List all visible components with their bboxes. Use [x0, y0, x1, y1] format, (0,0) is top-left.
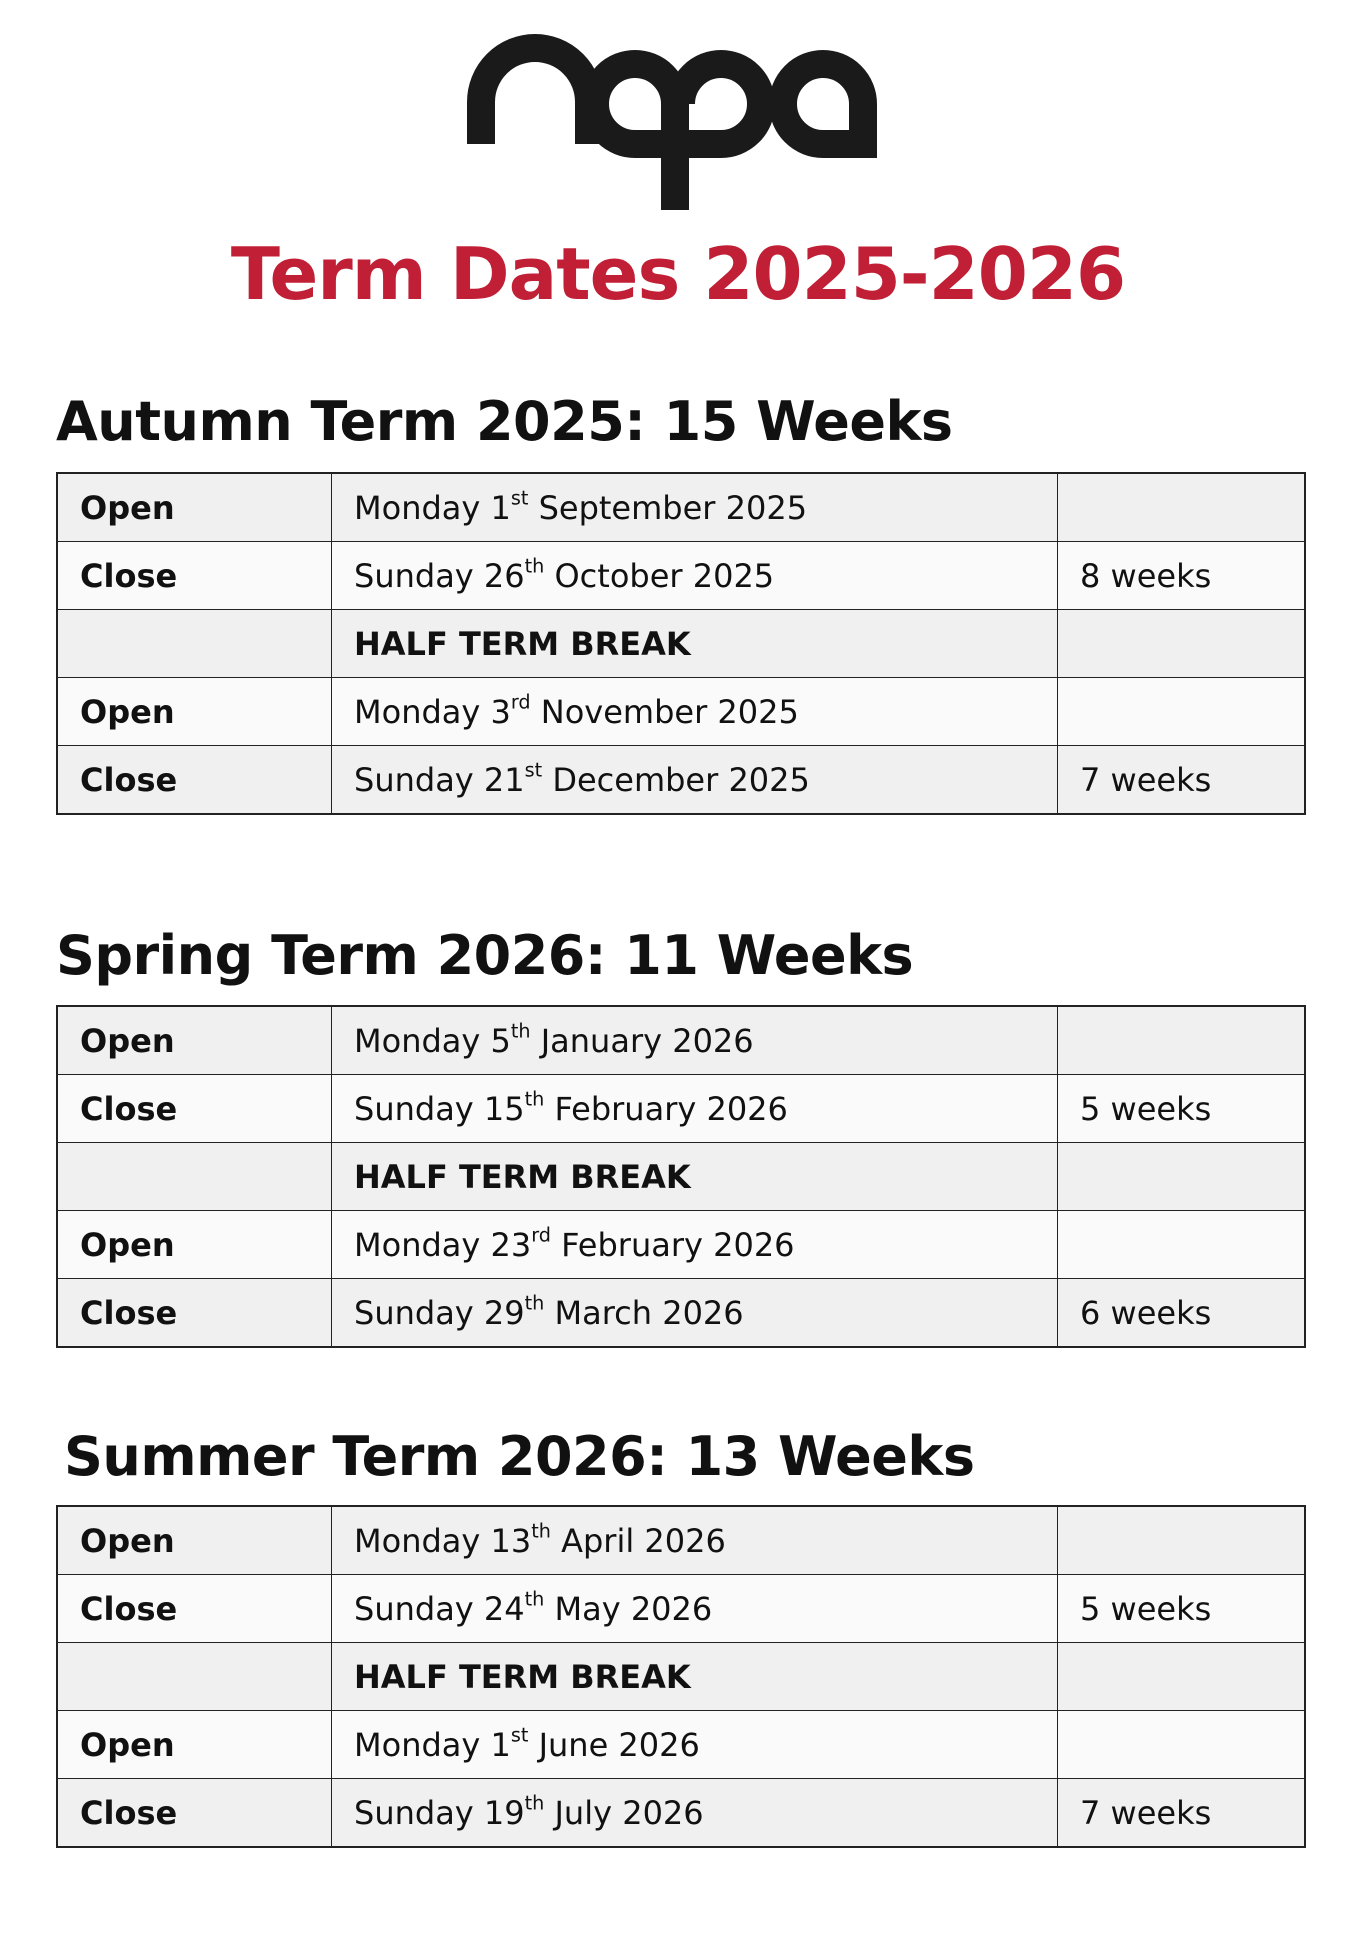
row-label: Close — [57, 1075, 332, 1143]
row-label: Close — [57, 1575, 332, 1643]
date-ordinal-suffix: th — [524, 1587, 545, 1611]
date-number: 21 — [483, 760, 525, 799]
table-row — [57, 542, 1305, 610]
weeks-count: 7 weeks — [1058, 1779, 1306, 1848]
table-row — [57, 610, 1305, 678]
date-month-year: February 2026 — [554, 1089, 788, 1128]
date-ordinal-suffix: th — [510, 1019, 531, 1043]
date-cell — [332, 1575, 1058, 1643]
date-day: Monday — [354, 1725, 481, 1764]
date-number: 23 — [490, 1225, 532, 1264]
date-month-year: February 2026 — [561, 1225, 795, 1264]
date-cell — [332, 1506, 1058, 1575]
weeks-count — [1058, 1211, 1306, 1279]
date-month-year: September 2025 — [538, 488, 808, 527]
weeks-count: 5 weeks — [1058, 1575, 1306, 1643]
term-dates-table — [56, 472, 1306, 815]
date-month-year: November 2025 — [540, 692, 799, 731]
date-ordinal-suffix: th — [531, 1519, 551, 1543]
weeks-count — [1058, 1143, 1306, 1211]
table-row — [57, 1075, 1305, 1143]
row-label: Open — [57, 473, 332, 542]
row-label: Close — [57, 1779, 332, 1848]
date-day: Sunday — [354, 760, 474, 799]
weeks-count: 8 weeks — [1058, 542, 1306, 610]
term-heading: Spring Term 2026: 11 Weeks — [56, 924, 914, 987]
date-cell — [332, 678, 1058, 746]
table-row — [57, 678, 1305, 746]
date-month-year: October 2025 — [554, 556, 775, 595]
date-number: 24 — [483, 1589, 525, 1628]
half-term-break-label: HALF TERM BREAK — [332, 610, 1058, 678]
date-number: 29 — [483, 1293, 525, 1332]
date-cell — [332, 1779, 1058, 1848]
date-day: Sunday — [354, 1293, 474, 1332]
date-cell — [332, 473, 1058, 542]
date-ordinal-suffix: th — [524, 1791, 545, 1815]
date-number: 1 — [490, 1725, 511, 1764]
table-row — [57, 1643, 1305, 1711]
table-row — [57, 1506, 1305, 1575]
date-month-year: March 2026 — [554, 1293, 744, 1332]
date-day: Monday — [354, 1521, 481, 1560]
row-label — [57, 1143, 332, 1211]
weeks-count — [1058, 1643, 1306, 1711]
weeks-count: 7 weeks — [1058, 746, 1306, 815]
date-number: 26 — [483, 556, 525, 595]
term-dates-table — [56, 1005, 1306, 1348]
weeks-count — [1058, 1506, 1306, 1575]
table-row — [57, 746, 1305, 815]
nqpa-logo-icon — [467, 20, 895, 210]
date-month-year: July 2026 — [554, 1793, 704, 1832]
row-label — [57, 610, 332, 678]
date-ordinal-suffix: st — [510, 1723, 529, 1747]
row-label: Close — [57, 746, 332, 815]
row-label: Close — [57, 1279, 332, 1348]
date-number: 13 — [490, 1521, 532, 1560]
table-row — [57, 1779, 1305, 1848]
date-cell — [332, 1711, 1058, 1779]
date-day: Monday — [354, 1225, 481, 1264]
date-cell — [332, 1211, 1058, 1279]
date-number: 3 — [490, 692, 511, 731]
term-heading: Autumn Term 2025: 15 Weeks — [56, 390, 953, 453]
weeks-count — [1058, 1006, 1306, 1075]
row-label: Open — [57, 1211, 332, 1279]
page-title: Term Dates 2025-2026 — [230, 232, 1126, 316]
row-label: Open — [57, 678, 332, 746]
row-label: Open — [57, 1006, 332, 1075]
date-day: Monday — [354, 1021, 481, 1060]
date-month-year: June 2026 — [538, 1725, 700, 1764]
date-ordinal-suffix: st — [510, 486, 529, 510]
date-month-year: May 2026 — [554, 1589, 713, 1628]
weeks-count — [1058, 473, 1306, 542]
term-dates-table — [56, 1505, 1306, 1848]
weeks-count — [1058, 610, 1306, 678]
date-cell — [332, 1075, 1058, 1143]
weeks-count: 5 weeks — [1058, 1075, 1306, 1143]
date-ordinal-suffix: th — [524, 1087, 545, 1111]
term-heading: Summer Term 2026: 13 Weeks — [64, 1425, 975, 1488]
table-row — [57, 1211, 1305, 1279]
date-number: 1 — [490, 488, 511, 527]
table-row — [57, 1575, 1305, 1643]
date-cell — [332, 542, 1058, 610]
date-day: Sunday — [354, 1793, 474, 1832]
date-day: Sunday — [354, 1589, 474, 1628]
date-ordinal-suffix: st — [524, 758, 543, 782]
date-cell — [332, 1006, 1058, 1075]
table-row — [57, 1279, 1305, 1348]
date-cell — [332, 1279, 1058, 1348]
table-row — [57, 1143, 1305, 1211]
date-month-year: December 2025 — [552, 760, 810, 799]
date-day: Sunday — [354, 556, 474, 595]
weeks-count — [1058, 678, 1306, 746]
row-label: Open — [57, 1506, 332, 1575]
row-label: Open — [57, 1711, 332, 1779]
date-day: Monday — [354, 692, 481, 731]
weeks-count: 6 weeks — [1058, 1279, 1306, 1348]
date-month-year: January 2026 — [540, 1021, 754, 1060]
table-row — [57, 1006, 1305, 1075]
row-label: Close — [57, 542, 332, 610]
half-term-break-label: HALF TERM BREAK — [332, 1643, 1058, 1711]
row-label — [57, 1643, 332, 1711]
table-row — [57, 1711, 1305, 1779]
date-number: 15 — [483, 1089, 525, 1128]
date-month-year: April 2026 — [561, 1521, 726, 1560]
date-day: Monday — [354, 488, 481, 527]
date-day: Sunday — [354, 1089, 474, 1128]
date-ordinal-suffix: th — [524, 554, 545, 578]
date-cell — [332, 746, 1058, 815]
weeks-count — [1058, 1711, 1306, 1779]
half-term-break-label: HALF TERM BREAK — [332, 1143, 1058, 1211]
date-number: 5 — [490, 1021, 511, 1060]
date-ordinal-suffix: th — [524, 1291, 545, 1315]
date-ordinal-suffix: rd — [510, 690, 531, 714]
date-ordinal-suffix: rd — [531, 1223, 551, 1247]
date-number: 19 — [483, 1793, 525, 1832]
table-row — [57, 473, 1305, 542]
